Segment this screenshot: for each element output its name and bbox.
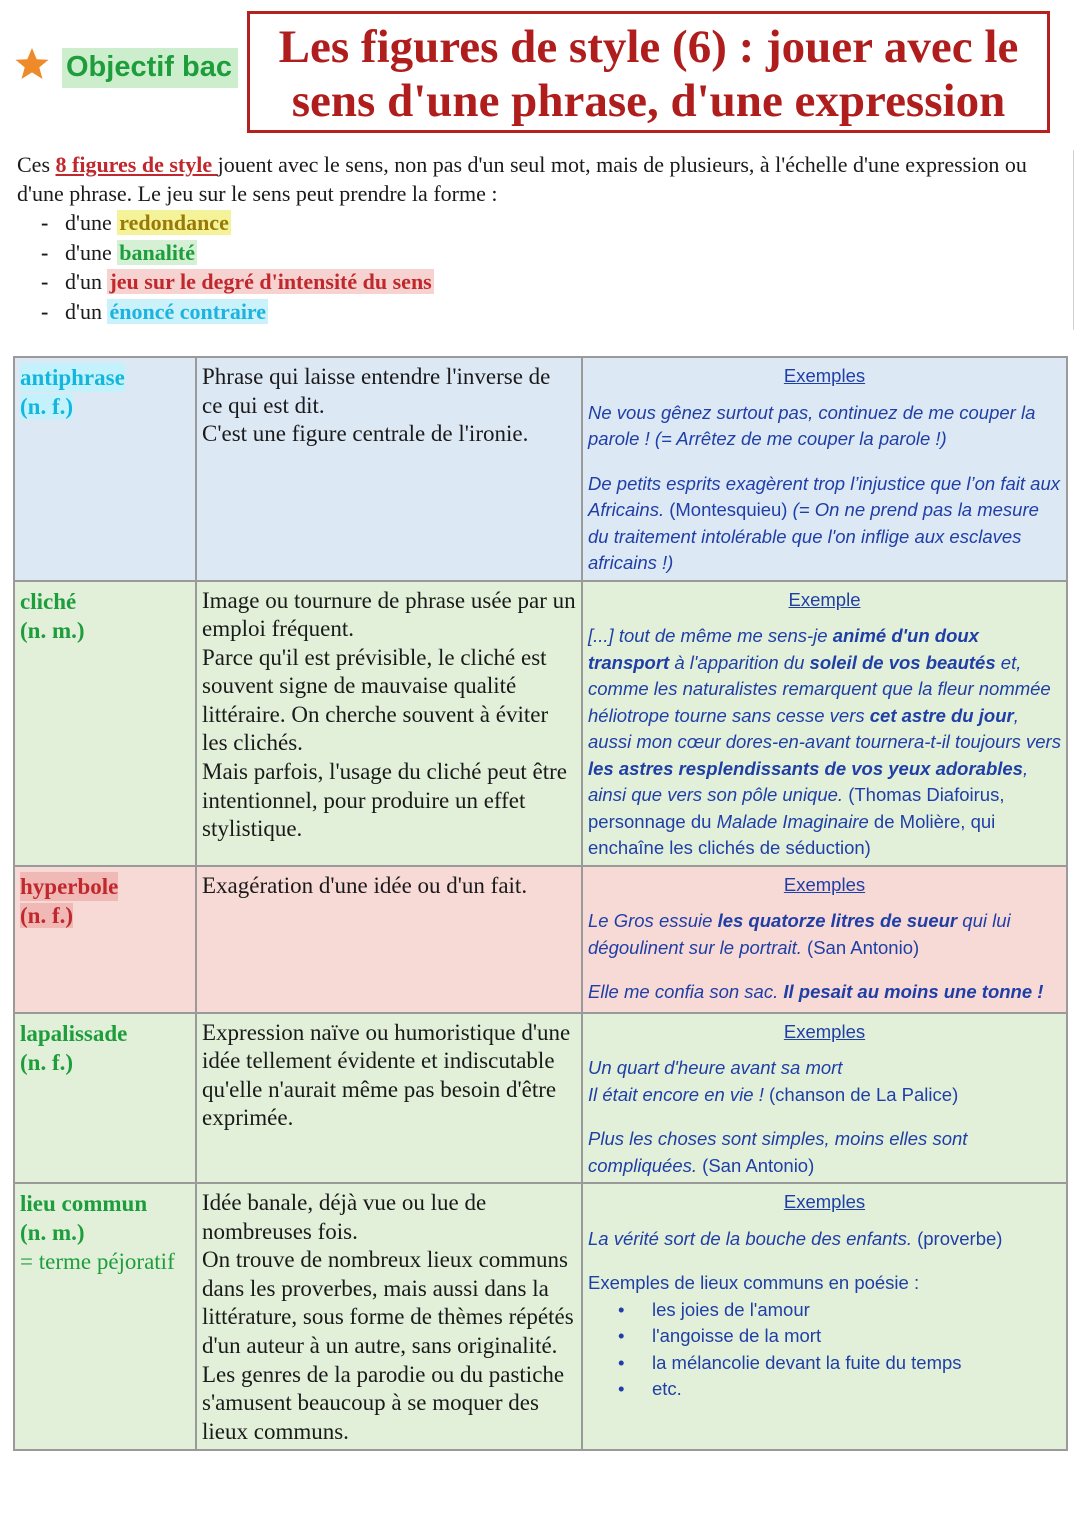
title-line-2: sens d'une phrase, d'une expression bbox=[291, 75, 1006, 127]
term-gender: (n. m.) bbox=[20, 617, 85, 643]
definition-text: Exagération d'une idée ou d'un fait. bbox=[202, 872, 528, 898]
table-row bbox=[14, 1183, 1067, 1450]
example-source: (San Antonio) bbox=[801, 936, 920, 958]
example-source: (Thomas Diafoirus, personnage du bbox=[588, 784, 1005, 832]
term-cell bbox=[14, 866, 196, 1013]
term-antiphrase: antiphrase bbox=[20, 365, 125, 390]
quote-part: qui lui dégoulinent sur le portrait. bbox=[588, 910, 1011, 958]
examples-heading: Exemple bbox=[788, 588, 861, 610]
example-quote: Ne vous gênez surtout pas, continuez de me couper la parole ! (= Arrêtez de me couper la parole !) bbox=[588, 401, 1036, 449]
definition-text: Expression naïve ou humoristique d'une idée tellement évidente et indiscutable qu'elle n'aurait même pas besoin d'être exprimée. bbox=[202, 1019, 571, 1131]
example-text bbox=[588, 400, 1061, 453]
intro-figures-count: 8 figures de style bbox=[55, 152, 218, 177]
dash: - bbox=[41, 239, 49, 265]
list-item-prefix: d'un bbox=[65, 298, 108, 324]
quote-bold: cet astre du jour bbox=[869, 704, 1014, 726]
term-gender: (n. f.) bbox=[20, 394, 74, 419]
definition-cell bbox=[196, 1183, 582, 1450]
quote-part: à l'apparition du bbox=[669, 651, 810, 673]
term-hyperbole: hyperbole bbox=[20, 873, 119, 899]
definition-cell bbox=[196, 1013, 582, 1184]
term-lapalissade: lapalissade bbox=[20, 1020, 128, 1046]
examples-heading: Exemples bbox=[783, 365, 866, 386]
intro-text-start: Ces bbox=[17, 152, 56, 177]
example-text bbox=[588, 1226, 1061, 1253]
term-gender: (n. f.) bbox=[20, 1049, 74, 1075]
highlight-intensite: jeu sur le degré d'intensité du sens bbox=[109, 269, 432, 294]
highlight-banalite: banalité bbox=[119, 239, 196, 265]
header bbox=[0, 0, 1080, 150]
term-cliche: cliché bbox=[20, 588, 77, 614]
example-source: (proverbe) bbox=[911, 1227, 1003, 1249]
examples-cell bbox=[582, 1183, 1067, 1450]
examples-cell bbox=[582, 866, 1067, 1013]
figures-table bbox=[13, 356, 1068, 1451]
definition-text: Idée banale, déjà vue ou lue de nombreuses fois. bbox=[202, 1190, 487, 1244]
quote-part: et, comme les naturalistes remarquent que la fleur nommée héliotrope tourne sans cesse vers bbox=[588, 651, 1051, 726]
table-row bbox=[14, 357, 1067, 581]
quote-bold: les quatorze litres de sueur bbox=[717, 910, 958, 931]
list-item bbox=[41, 267, 1067, 297]
example-text bbox=[588, 623, 1061, 862]
table-row bbox=[14, 581, 1067, 866]
list-item: • la mélancolie devant la fuite du temps bbox=[618, 1350, 1061, 1377]
quote-bold: animé d'un doux transport bbox=[588, 625, 979, 673]
example-text bbox=[588, 979, 1061, 1006]
definition-text: Phrase qui laisse entendre l'inverse de ce qui est dit. bbox=[202, 364, 551, 418]
commonplaces-list bbox=[588, 1297, 1061, 1403]
title-line-1: Les figures de style (6) : jouer avec le bbox=[278, 21, 1019, 73]
margin-line bbox=[1073, 150, 1074, 330]
definition-text: Les genres de la parodie ou du pastiche s'amusent beaucoup à se moquer des lieux communs. bbox=[202, 1361, 565, 1444]
list-item: • l'angoisse de la mort bbox=[618, 1323, 1061, 1350]
example-quote: La vérité sort de la bouche des enfants. bbox=[588, 1227, 912, 1249]
list-item bbox=[41, 208, 1067, 238]
example-text bbox=[588, 1126, 1061, 1179]
examples-cell bbox=[582, 1013, 1067, 1184]
definition-text: Image ou tournure de phrase usée par un emploi fréquent. bbox=[202, 587, 576, 642]
examples-cell bbox=[582, 357, 1067, 581]
objectif-bac-badge: Objectif bac bbox=[62, 48, 238, 88]
definition-text: C'est une figure centrale de l'ironie. bbox=[202, 421, 529, 447]
term-cell bbox=[14, 581, 196, 866]
table-row bbox=[14, 1013, 1067, 1184]
definition-text: Parce qu'il est prévisible, le cliché est souvent signe de mauvaise qualité littéraire. On cherche souvent à éviter les clichés. bbox=[202, 644, 549, 756]
term-lieu-commun: lieu commun bbox=[20, 1191, 148, 1216]
definition-text: Mais parfois, l'usage du cliché peut être intentionnel, pour produire un effet stylistique. bbox=[202, 759, 567, 842]
quote-bold: soleil de vos beautés bbox=[809, 651, 996, 673]
example-gloss: (= On ne prend pas la mesure du traitement intolérable que l'on inflige aux esclaves africains !) bbox=[588, 499, 1039, 573]
examples-heading: Exemples bbox=[783, 873, 866, 895]
examples-heading: Exemples bbox=[783, 1191, 866, 1212]
quote-part: , ainsi que vers son pôle unique. bbox=[588, 757, 1029, 805]
quote-bold: les astres resplendissants de vos yeux adorables bbox=[588, 757, 1023, 779]
example-source: (Montesquieu) bbox=[664, 499, 793, 520]
example-intro: Exemples de lieux communs en poésie : bbox=[588, 1272, 920, 1293]
list-item-prefix: d'une bbox=[65, 210, 118, 235]
table-row bbox=[14, 866, 1067, 1013]
example-quote: Il était encore en vie ! bbox=[588, 1083, 764, 1105]
dash: - bbox=[41, 210, 49, 235]
quote-part: Le Gros essuie bbox=[588, 910, 718, 931]
example-text bbox=[588, 1270, 1061, 1297]
intro-text-rest: jouent avec le sens, non pas d'un seul mot, mais de plusieurs, à l'échelle d'une expression ou d'une phrase. Le jeu sur le sens peut prendre la forme : bbox=[17, 152, 1027, 206]
definition-text: On trouve de nombreux lieux communs dans les proverbes, mais aussi dans la littérature, sous forme de thèmes répétés d'un auteur à un autre, sans originalité. bbox=[202, 1247, 574, 1358]
intro bbox=[17, 150, 1067, 326]
quote-part: [...] tout de même me sens-je bbox=[588, 625, 833, 646]
list-item-prefix: d'un bbox=[65, 269, 108, 294]
example-source-title: Malade Imaginaire bbox=[716, 810, 869, 832]
list-item-prefix: d'une bbox=[65, 239, 118, 265]
term-cell bbox=[14, 1183, 196, 1450]
example-source: (San Antonio) bbox=[697, 1154, 815, 1176]
forms-list bbox=[17, 208, 1067, 326]
star-icon bbox=[14, 46, 50, 82]
example-quote: Un quart d'heure avant sa mort bbox=[588, 1057, 843, 1078]
list-item: • les joies de l'amour bbox=[618, 1297, 1061, 1324]
examples-heading: Exemples bbox=[783, 1020, 866, 1042]
page-title bbox=[250, 14, 1047, 128]
highlight-enonce-contraire: énoncé contraire bbox=[109, 298, 267, 324]
term-cell bbox=[14, 1013, 196, 1184]
example-text bbox=[588, 471, 1061, 577]
example-quote: Plus les choses sont simples, moins elles sont compliquées. bbox=[588, 1128, 968, 1176]
example-source: de Molière, qui enchaîne les clichés de séduction) bbox=[588, 810, 996, 858]
term-note: = terme péjoratif bbox=[20, 1249, 175, 1274]
quote-part: , aussi mon cœur dores-en-avant tournera-t-il toujours vers bbox=[588, 704, 1061, 752]
highlight-redondance: redondance bbox=[119, 210, 229, 235]
example-quote: De petits esprits exagèrent trop l’injustice que l’on fait aux Africains. bbox=[588, 472, 1061, 520]
quote-bold: Il pesait au moins une tonne ! bbox=[783, 981, 1044, 1002]
definition-cell bbox=[196, 581, 582, 866]
title-box bbox=[247, 11, 1050, 133]
definition-cell bbox=[196, 357, 582, 581]
quote-part: Elle me confia son sac. bbox=[588, 981, 784, 1002]
term-gender: (n. m.) bbox=[20, 1220, 85, 1245]
definition-cell bbox=[196, 866, 582, 1013]
list-item bbox=[41, 238, 1067, 268]
list-item: • etc. bbox=[618, 1376, 1061, 1403]
example-source: (chanson de La Palice) bbox=[763, 1083, 959, 1105]
intro-paragraph bbox=[17, 150, 1067, 208]
example-text bbox=[588, 908, 1061, 961]
term-cell bbox=[14, 357, 196, 581]
dash: - bbox=[41, 269, 49, 294]
list-item bbox=[41, 297, 1067, 327]
examples-cell bbox=[582, 581, 1067, 866]
dash: - bbox=[41, 298, 49, 324]
term-gender: (n. f.) bbox=[20, 902, 74, 928]
example-text bbox=[588, 1055, 1061, 1108]
